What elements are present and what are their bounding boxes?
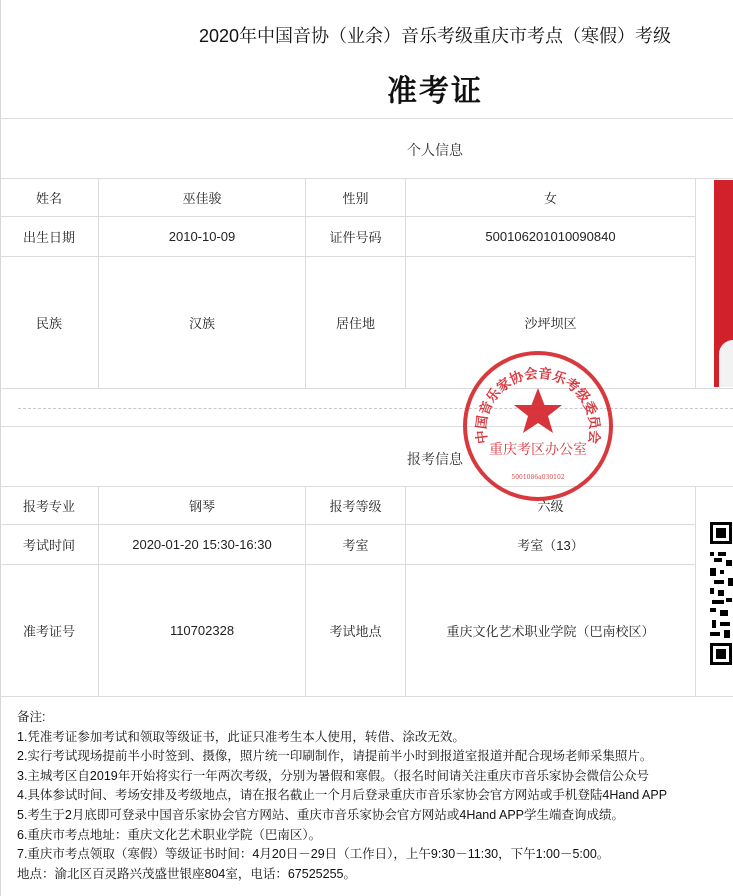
level-value: 六级 [537, 499, 564, 514]
note-line: 1.凭准考证参加考试和领取等级证书，此证只准考生本人使用，转借、涂改无效。 [17, 729, 465, 744]
note-line: 地点：渝北区百灵路兴茂盛世银座804室，电话：67525255。 [17, 866, 356, 881]
notes-block [17, 708, 733, 884]
exam-subtitle: 2020年中国音协（业余）音乐考级重庆市考点（寒假）考级 [198, 26, 672, 46]
gender-value: 女 [543, 191, 557, 206]
time-value: 2020-01-20 15:30-16:30 [132, 537, 272, 552]
residence-value: 沙坪坝区 [524, 316, 577, 331]
seal-ring-text: 中国音乐家协会音乐考级委员会 [473, 365, 603, 445]
star-icon [514, 388, 562, 433]
column-divider [695, 486, 696, 696]
notes-heading: 备注: [17, 710, 46, 724]
major-value: 钢琴 [188, 499, 215, 514]
page-title: 准考证 [387, 75, 483, 108]
section-title-personal: 个人信息 [407, 142, 463, 158]
dashed-divider [18, 408, 733, 409]
time-label: 考试时间 [22, 538, 75, 553]
note-line: 2.实行考试现场提前半小时签到、摄像，照片统一印刷制作，请提前半小时到报道室报道并配合现场老师采集照片。 [17, 749, 653, 764]
ethnic-label: 民族 [35, 316, 62, 331]
note-line: 7.重庆市考点领取（寒假）等级证书时间：4月20日－29日（工作日），上午9:30－11:30，下午1:00－5:00。 [17, 847, 610, 862]
note-line: 4.具体参试时间、考场安排及考级地点，请在报名截止一个月后登录重庆市音乐家协会官方网站或手机登陆4Hand APP [17, 788, 668, 803]
room-label: 考室 [342, 538, 369, 553]
level-label: 报考等级 [329, 499, 382, 514]
column-divider [695, 178, 696, 388]
room-value: 考室（13） [517, 538, 584, 553]
ethnic-value: 汉族 [188, 316, 215, 331]
note-line: 5.考生于2月底即可登录中国音乐家协会官方网站、重庆市音乐家协会官方网站或4Hand APP学生端查询成绩。 [17, 807, 625, 822]
seal-center-text: 重庆考区办公室 [489, 442, 587, 458]
divider [0, 388, 733, 389]
page-border [0, 0, 1, 896]
place-label: 考试地点 [329, 624, 382, 639]
major-label: 报考专业 [22, 499, 75, 514]
ticket-value: 110702328 [169, 623, 235, 638]
name-label: 姓名 [35, 191, 62, 206]
seal-serial: 5001086a030102 [511, 474, 565, 481]
divider [0, 696, 733, 697]
divider [0, 118, 733, 119]
name-value: 巫佳骏 [182, 191, 222, 206]
birth-label: 出生日期 [22, 230, 75, 245]
student-photo [714, 180, 733, 387]
qr-code-icon [710, 522, 733, 665]
divider [0, 426, 733, 427]
ticket-label: 准考证号 [22, 624, 75, 639]
birth-value: 2010-10-09 [168, 229, 236, 244]
residence-label: 居住地 [335, 316, 375, 331]
official-seal [460, 348, 616, 504]
gender-label: 性别 [342, 191, 369, 206]
place-value: 重庆文化艺术职业学院（巴南校区） [446, 624, 655, 639]
id-label: 证件号码 [329, 230, 382, 245]
id-value: 500106201010090840 [485, 229, 616, 244]
section-title-exam: 报考信息 [407, 451, 463, 467]
note-line: 6.重庆市考点地址：重庆文化艺术职业学院（巴南区）。 [17, 827, 322, 842]
note-line: 3.主城考区自2019年开始将实行一年两次考级，分别为暑假和寒假。（报名时间请关注重庆市音乐家协会微信公众号 [17, 768, 649, 783]
